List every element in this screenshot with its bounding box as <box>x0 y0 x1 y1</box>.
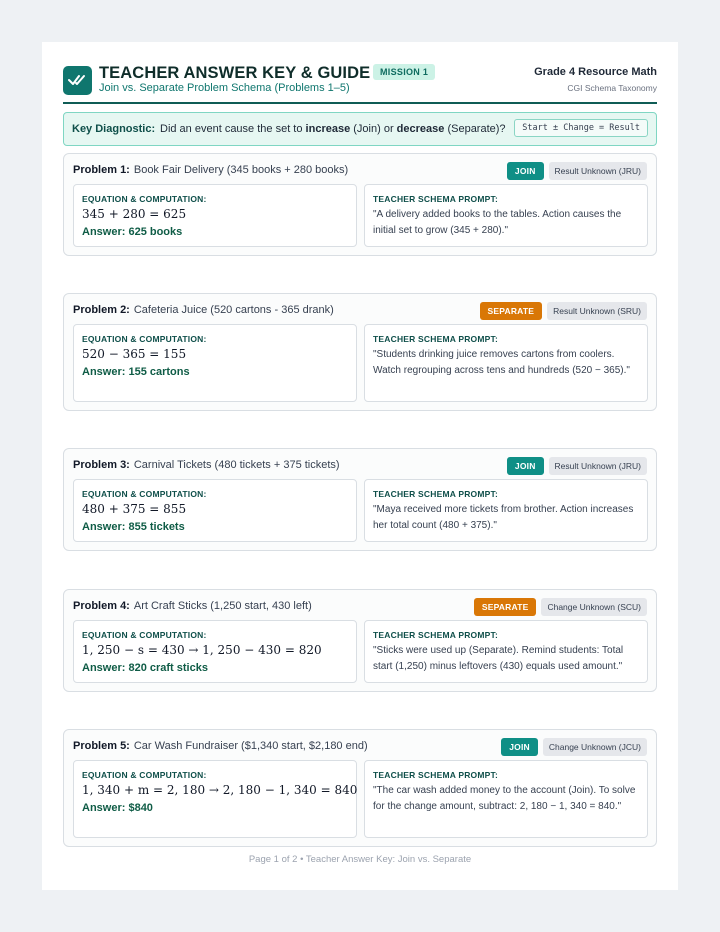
problem-title: Carnival Tickets (480 tickets + 375 tickets) <box>133 459 340 471</box>
mission-badge: MISSION 1 <box>373 64 435 80</box>
taxonomy-label: CGI Schema Taxonomy <box>567 83 657 93</box>
equation-label: EQUATION & COMPUTATION: <box>82 630 207 640</box>
schema-category-badge: Result Unknown (JRU) <box>549 457 647 475</box>
problem-title: Cafeteria Juice (520 cartons - 365 drank) <box>133 304 334 316</box>
equation-box <box>73 324 357 402</box>
answer: Answer: 820 craft sticks <box>82 662 208 674</box>
problem-badges <box>474 598 647 616</box>
schema-category-badge: Result Unknown (JRU) <box>549 162 647 180</box>
answer: Answer: $840 <box>82 802 153 814</box>
prompt-label: TEACHER SCHEMA PROMPT: <box>373 770 498 780</box>
problem-title: Book Fair Delivery (345 books + 280 books) <box>133 164 349 176</box>
problem-number: Problem 2: <box>73 304 130 316</box>
equation-label: EQUATION & COMPUTATION: <box>82 489 207 499</box>
equation-label: EQUATION & COMPUTATION: <box>82 770 207 780</box>
equation-label: EQUATION & COMPUTATION: <box>82 334 207 344</box>
problem-heading <box>73 164 348 176</box>
teacher-prompt: "Sticks were used up (Separate). Remind students: Total start (1,250) minus leftovers (430) equals used amount." <box>373 645 624 672</box>
diagnostic-join: (Join) or <box>353 123 394 135</box>
teacher-prompt: "Maya received more tickets from brother. Action increases her total count (480 + 375)." <box>373 504 634 531</box>
equation: 480 + 375 = 855 <box>82 502 187 516</box>
schema-category-badge: Change Unknown (JCU) <box>543 738 647 756</box>
answer: Answer: 155 cartons <box>82 366 190 378</box>
prompt-box <box>364 620 648 683</box>
problem-badges <box>480 302 648 320</box>
equation: 1, 250 − s = 430 → 1, 250 − 430 = 820 <box>82 643 322 657</box>
teacher-prompt: "The car wash added money to the account (Join). To solve for the change amount, subtract: 2, 180 − 1, 340 = 840." <box>373 785 636 812</box>
problem-card <box>63 293 657 411</box>
problem-title: Car Wash Fundraiser ($1,340 start, $2,180 end) <box>133 740 368 752</box>
diagnostic-increase: increase <box>305 123 351 135</box>
problem-title: Art Craft Sticks (1,250 start, 430 left) <box>133 600 312 612</box>
problem-heading <box>73 459 340 471</box>
diagnostic-question <box>160 123 506 135</box>
diagnostic-separate: (Separate)? <box>447 123 506 135</box>
equation: 345 + 280 = 625 <box>82 207 187 221</box>
page-footer: Page 1 of 2 • Teacher Answer Key: Join vs. Separate <box>248 854 472 865</box>
equation-box <box>73 479 357 542</box>
schema-type-badge: SEPARATE <box>474 598 537 616</box>
schema-formula: Start ± Change = Result <box>514 119 648 137</box>
schema-type-badge: JOIN <box>507 162 544 180</box>
prompt-box <box>364 760 648 838</box>
grade-label: Grade 4 Resource Math <box>534 66 657 78</box>
problem-card <box>63 153 657 256</box>
equation: 1, 340 + m = 2, 180 → 2, 180 − 1, 340 = 840 <box>82 783 358 797</box>
problem-number: Problem 5: <box>73 740 130 752</box>
page-title: TEACHER ANSWER KEY & GUIDE <box>99 64 371 82</box>
problem-heading <box>73 600 312 612</box>
prompt-label: TEACHER SCHEMA PROMPT: <box>373 334 498 344</box>
prompt-box <box>364 324 648 402</box>
equation-box <box>73 184 357 247</box>
problem-heading <box>73 304 334 316</box>
answer: Answer: 855 tickets <box>82 521 185 533</box>
prompt-label: TEACHER SCHEMA PROMPT: <box>373 630 498 640</box>
equation-label: EQUATION & COMPUTATION: <box>82 194 207 204</box>
schema-category-badge: Result Unknown (SRU) <box>547 302 647 320</box>
equation-box <box>73 620 357 683</box>
problem-number: Problem 4: <box>73 600 130 612</box>
page-subtitle: Join vs. Separate Problem Schema (Problems 1–5) <box>99 82 350 94</box>
key-diagnostic-banner <box>63 112 657 146</box>
prompt-box <box>364 479 648 542</box>
problem-card <box>63 589 657 692</box>
prompt-box <box>364 184 648 247</box>
answer: Answer: 625 books <box>82 226 183 238</box>
problem-card <box>63 729 657 847</box>
page-header <box>63 64 657 104</box>
teacher-prompt: "Students drinking juice removes cartons from coolers. Watch regrouping across tens and hundreds (520 − 365)." <box>373 349 630 376</box>
prompt-label: TEACHER SCHEMA PROMPT: <box>373 194 498 204</box>
problem-badges <box>507 457 647 475</box>
problem-number: Problem 3: <box>73 459 130 471</box>
equation-box <box>73 760 357 838</box>
problem-heading <box>73 740 368 752</box>
problem-number: Problem 1: <box>73 164 130 176</box>
problem-card <box>63 448 657 551</box>
diagnostic-label: Key Diagnostic: <box>72 123 156 135</box>
problem-badges <box>507 162 647 180</box>
schema-type-badge: JOIN <box>507 457 544 475</box>
prompt-label: TEACHER SCHEMA PROMPT: <box>373 489 498 499</box>
answer-key-page <box>42 42 678 890</box>
diagnostic-decrease: decrease <box>396 123 445 135</box>
header-divider <box>63 102 657 104</box>
equation: 520 − 365 = 155 <box>82 347 187 361</box>
schema-category-badge: Change Unknown (SCU) <box>541 598 647 616</box>
schema-type-badge: JOIN <box>501 738 538 756</box>
diagnostic-question-prefix: Did an event cause the set to <box>160 123 303 135</box>
problem-badges <box>501 738 647 756</box>
teacher-prompt: "A delivery added books to the tables. Action causes the initial set to grow (345 + 280)." <box>373 209 622 236</box>
schema-type-badge: SEPARATE <box>480 302 543 320</box>
double-check-icon <box>63 66 92 95</box>
